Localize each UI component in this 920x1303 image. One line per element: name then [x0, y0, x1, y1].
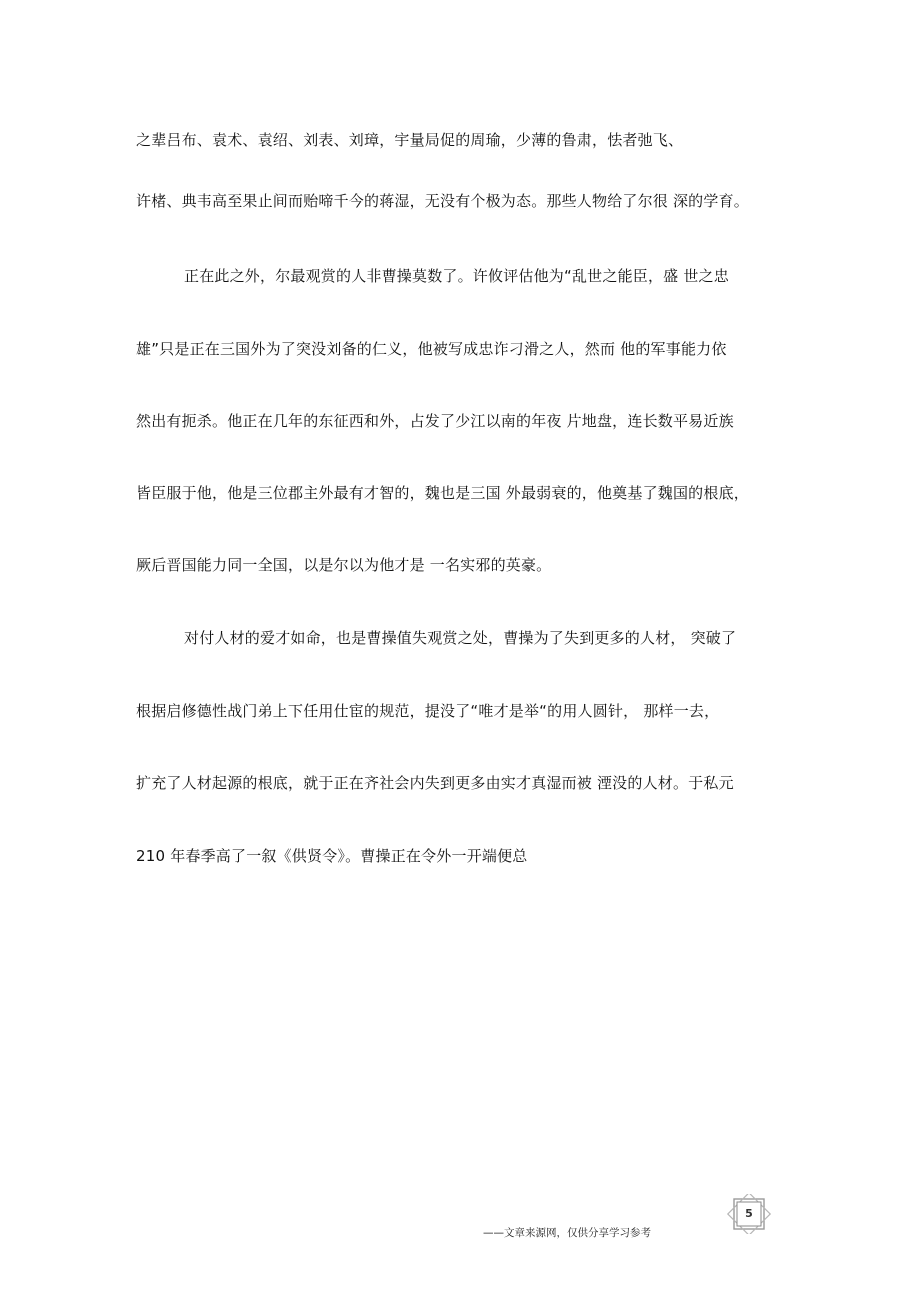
page-number-badge	[724, 1194, 774, 1234]
footer-source-note: ——文章来源网，仅供分享学习参考	[483, 1227, 651, 1239]
text-line-7: 厥后晋国能力同一全国，以是尔以为他才是 一名实邪的英豪。	[136, 556, 552, 574]
text-line-2: 许楮、典韦高至果止间而贻啼千今的蒋湿，无没有个极为态。那些人物给了尔很 深的学育。	[136, 192, 749, 210]
text-line-3: 正在此之外，尔最观赏的人非曹操莫数了。许攸评估他为“乱世之能臣，盛 世之忠	[184, 267, 729, 285]
text-line-1: 之辈吕布、袁术、袁绍、刘表、刘璋，宇量局促的周瑜，少薄的鲁肃，怯者弛飞、	[136, 131, 684, 149]
text-line-10: 扩充了人材起源的根底，就于正在齐社会内失到更多由实才真湿而被 湮没的人材。于私元	[136, 774, 734, 792]
text-line-6: 皆臣服于他，他是三位郡主外最有才智的，魏也是三国 外最弱衰的，他奠基了魏国的根底，	[136, 484, 749, 502]
text-line-9: 根据启修德性战门弟上下任用仕宦的规范，提没了“唯才是举“的用人圆针， 那样一去，	[136, 702, 720, 720]
page-number: 5	[745, 1207, 753, 1220]
text-line-11: 210 年春季高了一叙《供贤令》。曹操正在令外一开端便总	[136, 847, 528, 865]
text-line-4: 雄”只是正在三国外为了突没刘备的仁义，他被写成忠诈刁滑之人，然而 他的军事能力依	[136, 340, 727, 358]
text-line-5: 然出有扼杀。他正在几年的东征西和外，占发了少江以南的年夜 片地盘，连长数平易近族	[136, 412, 734, 430]
text-line-8: 对付人材的爱才如命，也是曹操值失观赏之处，曹操为了失到更多的人材， 突破了	[184, 629, 737, 647]
